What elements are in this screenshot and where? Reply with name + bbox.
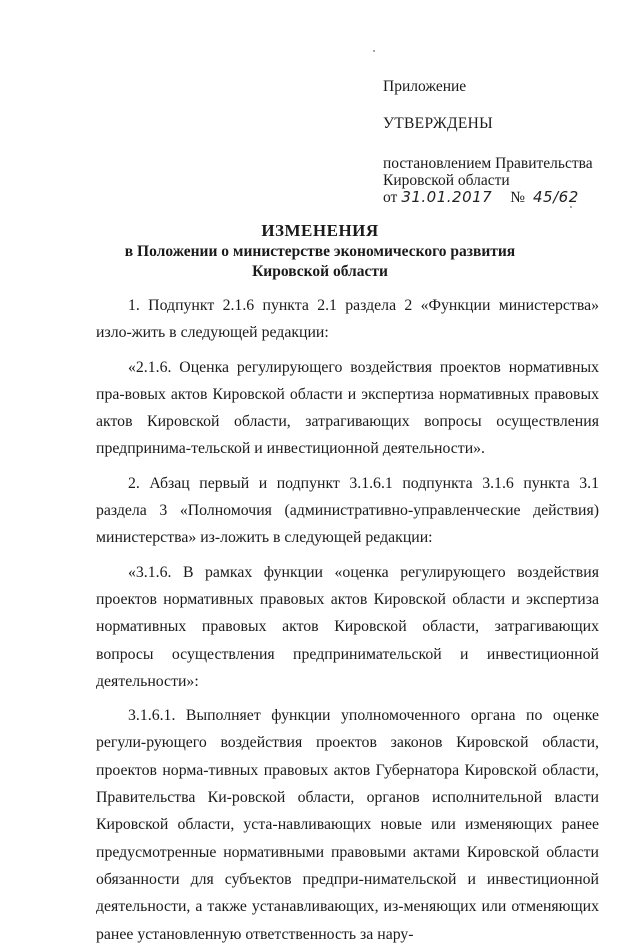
date-prefix: от — [383, 189, 398, 206]
approval-block — [383, 78, 623, 206]
paragraph: 2. Абзац первый и подпункт 3.1.6.1 подпункта 3.1.6 пункта 3.1 раздела 3 «Полномочия (административно-управленческие действия) министерства» из-ложить в следующей редакции: — [96, 474, 599, 547]
paragraph: 1. Подпункт 2.1.6 пункта 2.1 раздела 2 «Функции министерства» изло-жить в следующей редакции: — [96, 297, 599, 342]
decree-date: 31.01.2017 — [401, 188, 493, 206]
scan-speck — [570, 206, 572, 208]
paragraph: «2.1.6. Оценка регулирующего воздействия проектов нормативных пра-вовых актов Кировской области и экспертиза нормативных правовых актов Кировской области, затрагивающих вопросы осуществления предпринима-тельской и инвестиционной деятельности». — [96, 358, 599, 458]
appendix-label: Приложение — [383, 78, 467, 95]
document-title: ИЗМЕНЕНИЯ — [261, 221, 379, 240]
number-label: № — [510, 189, 526, 206]
decree-date-line — [383, 189, 623, 206]
approved-label: УТВЕРЖДЕНЫ — [383, 115, 493, 132]
scan-speck — [373, 50, 375, 52]
document-heading — [40, 221, 600, 281]
paragraph: «3.1.6. В рамках функции «оценка регулирующего воздействия проектов нормативных правовых актов Кировской области и экспертиза нормативных правовых актов Кировской области, затрагивающих вопросы осуществления предпринимательской и инвестиционной деятельности»: — [96, 563, 599, 690]
document-subtitle-line-2: Кировской области — [252, 263, 388, 280]
paragraph: 3.1.6.1. Выполняет функции уполномоченного органа по оценке регули-рующего воздействия проектов законов Кировской области, проектов норма-тивных правовых актов Губернатора Кировской области, Правительства Ки-ровской области, органов исполнительной власти Кировской области, уста-навливающих новые или изменяющих ранее предусмотренные нормативными правовыми актами Кировской области обязанности для субъектов предпри-нимательской и инвестиционной деятельности, а также устанавливающих, из-меняющих или отменяющих ранее установленную ответственность за нару- — [96, 707, 599, 943]
region-line: Кировской области — [383, 172, 510, 189]
decree-number: 45/62 — [533, 188, 579, 206]
document-body — [96, 292, 599, 948]
document-subtitle-line-1: в Положении о министерстве экономического развития — [124, 243, 516, 260]
decree-line: постановлением Правительства — [383, 155, 593, 172]
